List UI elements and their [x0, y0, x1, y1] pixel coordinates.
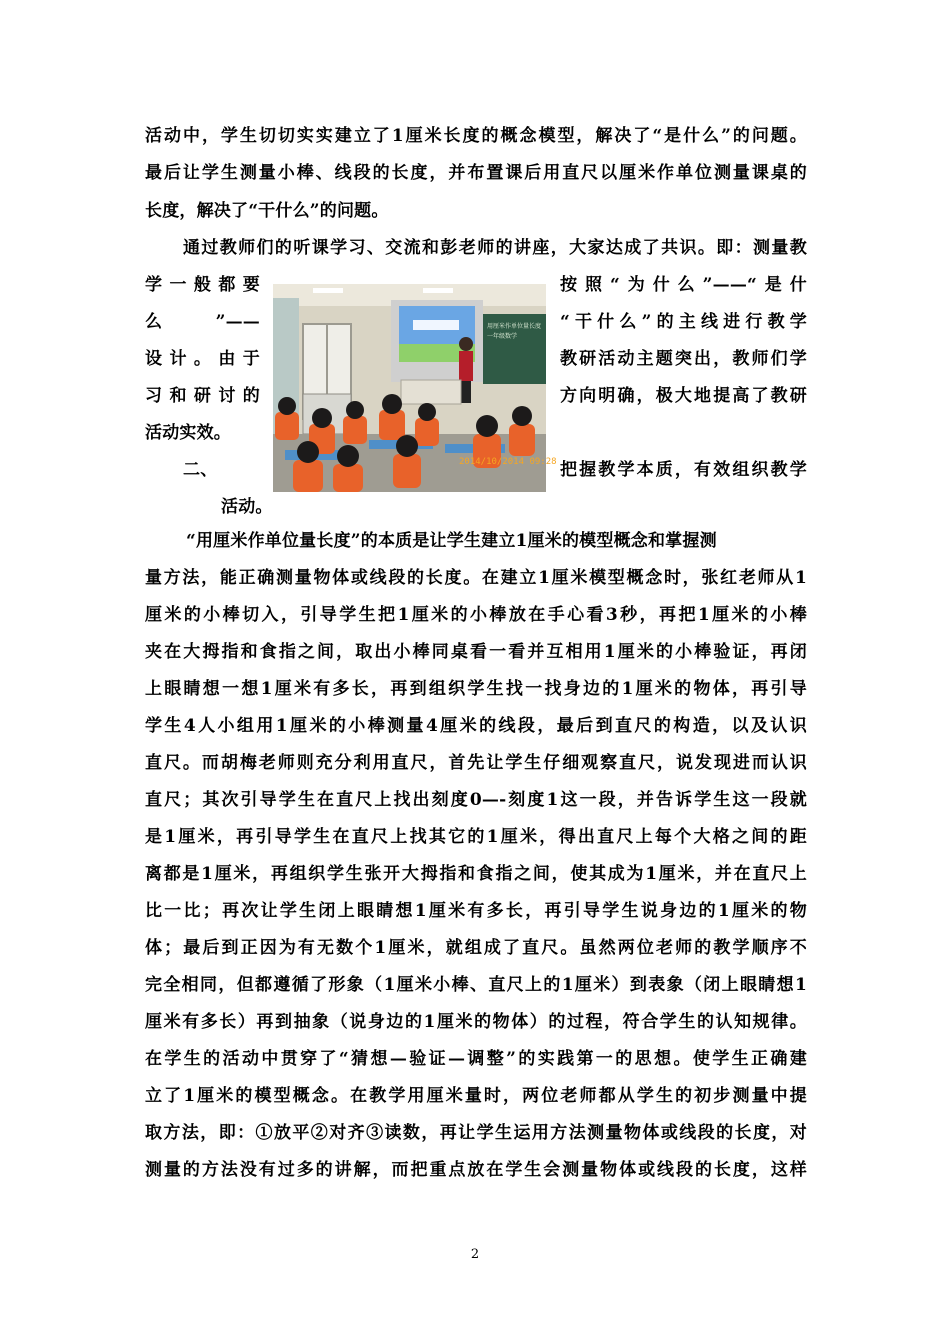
- paragraph-line: 比一比；再次让学生闭上眼睛想1厘米有多长，再引导学生说身边的1厘米的物: [145, 901, 807, 921]
- paragraph-line: 立了1厘米的模型概念。在教学用厘米量时，两位老师都从学生的初步测量中提: [145, 1086, 807, 1106]
- section-heading-tail: 活动。: [221, 497, 273, 517]
- paragraph-line: 活动中，学生切切实实建立了1厘米长度的概念模型，解决了“是什么”的问题。: [145, 126, 807, 146]
- paragraph-line: 测量的方法没有过多的讲解，而把重点放在学生会测量物体或线段的长度，这样: [145, 1160, 807, 1180]
- classroom-photo: [273, 284, 557, 492]
- board-line: 用厘米作单位量长度: [487, 323, 542, 330]
- photo-timestamp: 2014/10/2014 09:28: [459, 457, 557, 467]
- paragraph-line: 是1厘米，再引导学生在直尺上找其它的1厘米，得出直尺上每个大格之间的距: [145, 827, 807, 847]
- wrap-left-line: 学一般都要: [145, 275, 260, 295]
- paragraph-line: 离都是1厘米，再组织学生张开大拇指和食指之间，使其成为1厘米，并在直尺上: [145, 864, 807, 884]
- paragraph-line: 直尺。而胡梅老师则充分利用直尺，首先让学生仔细观察直尺，说发现进而认识: [145, 753, 807, 773]
- paragraph-line: 取方法，即：①放平②对齐③读数，再让学生运用方法测量物体或线段的长度，对: [145, 1123, 807, 1143]
- paragraph-line: 厘米有多长）再到抽象（说身边的1厘米的物体）的过程，符合学生的认知规律。: [145, 1012, 807, 1032]
- paragraph-line: 通过教师们的听课学习、交流和彭老师的讲座，大家达成了共识。即：测量教: [183, 238, 807, 258]
- paragraph-line: 体；最后到正因为有无数个1厘米，就组成了直尺。虽然两位老师的教学顺序不: [145, 938, 807, 958]
- paragraph-line: 在学生的活动中贯穿了“猜想—验证—调整”的实践第一的思想。使学生正确建: [145, 1049, 807, 1069]
- wrap-right-line: 教研活动主题突出，教师们学: [560, 349, 807, 369]
- wrap-left-line: 么”——: [145, 312, 260, 332]
- paragraph-line: 直尺；其次引导学生在直尺上找出刻度0—-刻度1这一段，并告诉学生这一段就: [145, 790, 807, 810]
- wrap-left-line: 习和研讨的: [145, 386, 260, 406]
- paragraph-line: 上眼睛想一想1厘米有多长，再到组织学生找一找身边的1厘米的物体，再引导: [145, 679, 807, 699]
- board-line: 一年级数学: [487, 333, 518, 340]
- paragraph-line: “用厘米作单位量长度”的本质是让学生建立1厘米的模型概念和掌握测: [186, 531, 717, 551]
- wrap-left-line: 活动实效。: [145, 423, 231, 443]
- page-number: 2: [470, 1247, 480, 1262]
- paragraph-line: 学生4人小组用1厘米的小棒测量4厘米的线段，最后到直尺的构造，以及认识: [145, 716, 807, 736]
- wrap-right-line: 方向明确，极大地提高了教研: [560, 386, 807, 406]
- section-heading: 把握教学本质，有效组织教学: [560, 460, 807, 480]
- paragraph-line: 完全相同，但都遵循了形象（1厘米小棒、直尺上的1厘米）到表象（闭上眼睛想1: [145, 975, 807, 995]
- section-number: 二、: [183, 460, 218, 480]
- wrap-right-line: 按照“为什么”——“是什: [560, 275, 807, 295]
- paragraph-line: 长度，解决了“干什么”的问题。: [145, 201, 389, 221]
- paragraph-line: 夹在大拇指和食指之间，取出小棒同桌看一看并互相用1厘米的小棒验证，再闭: [145, 642, 807, 662]
- wrap-left-line: 设计。由于: [145, 349, 260, 369]
- paragraph-line: 最后让学生测量小棒、线段的长度，并布置课后用直尺以厘米作单位测量课桌的: [145, 163, 807, 183]
- paragraph-line: 厘米的小棒切入，引导学生把1厘米的小棒放在手心看3秒，再把1厘米的小棒: [145, 605, 807, 625]
- paragraph-line: 量方法，能正确测量物体或线段的长度。在建立1厘米模型概念时，张红老师从1: [145, 568, 807, 588]
- wrap-right-line: “干什么”的主线进行教学: [560, 312, 807, 332]
